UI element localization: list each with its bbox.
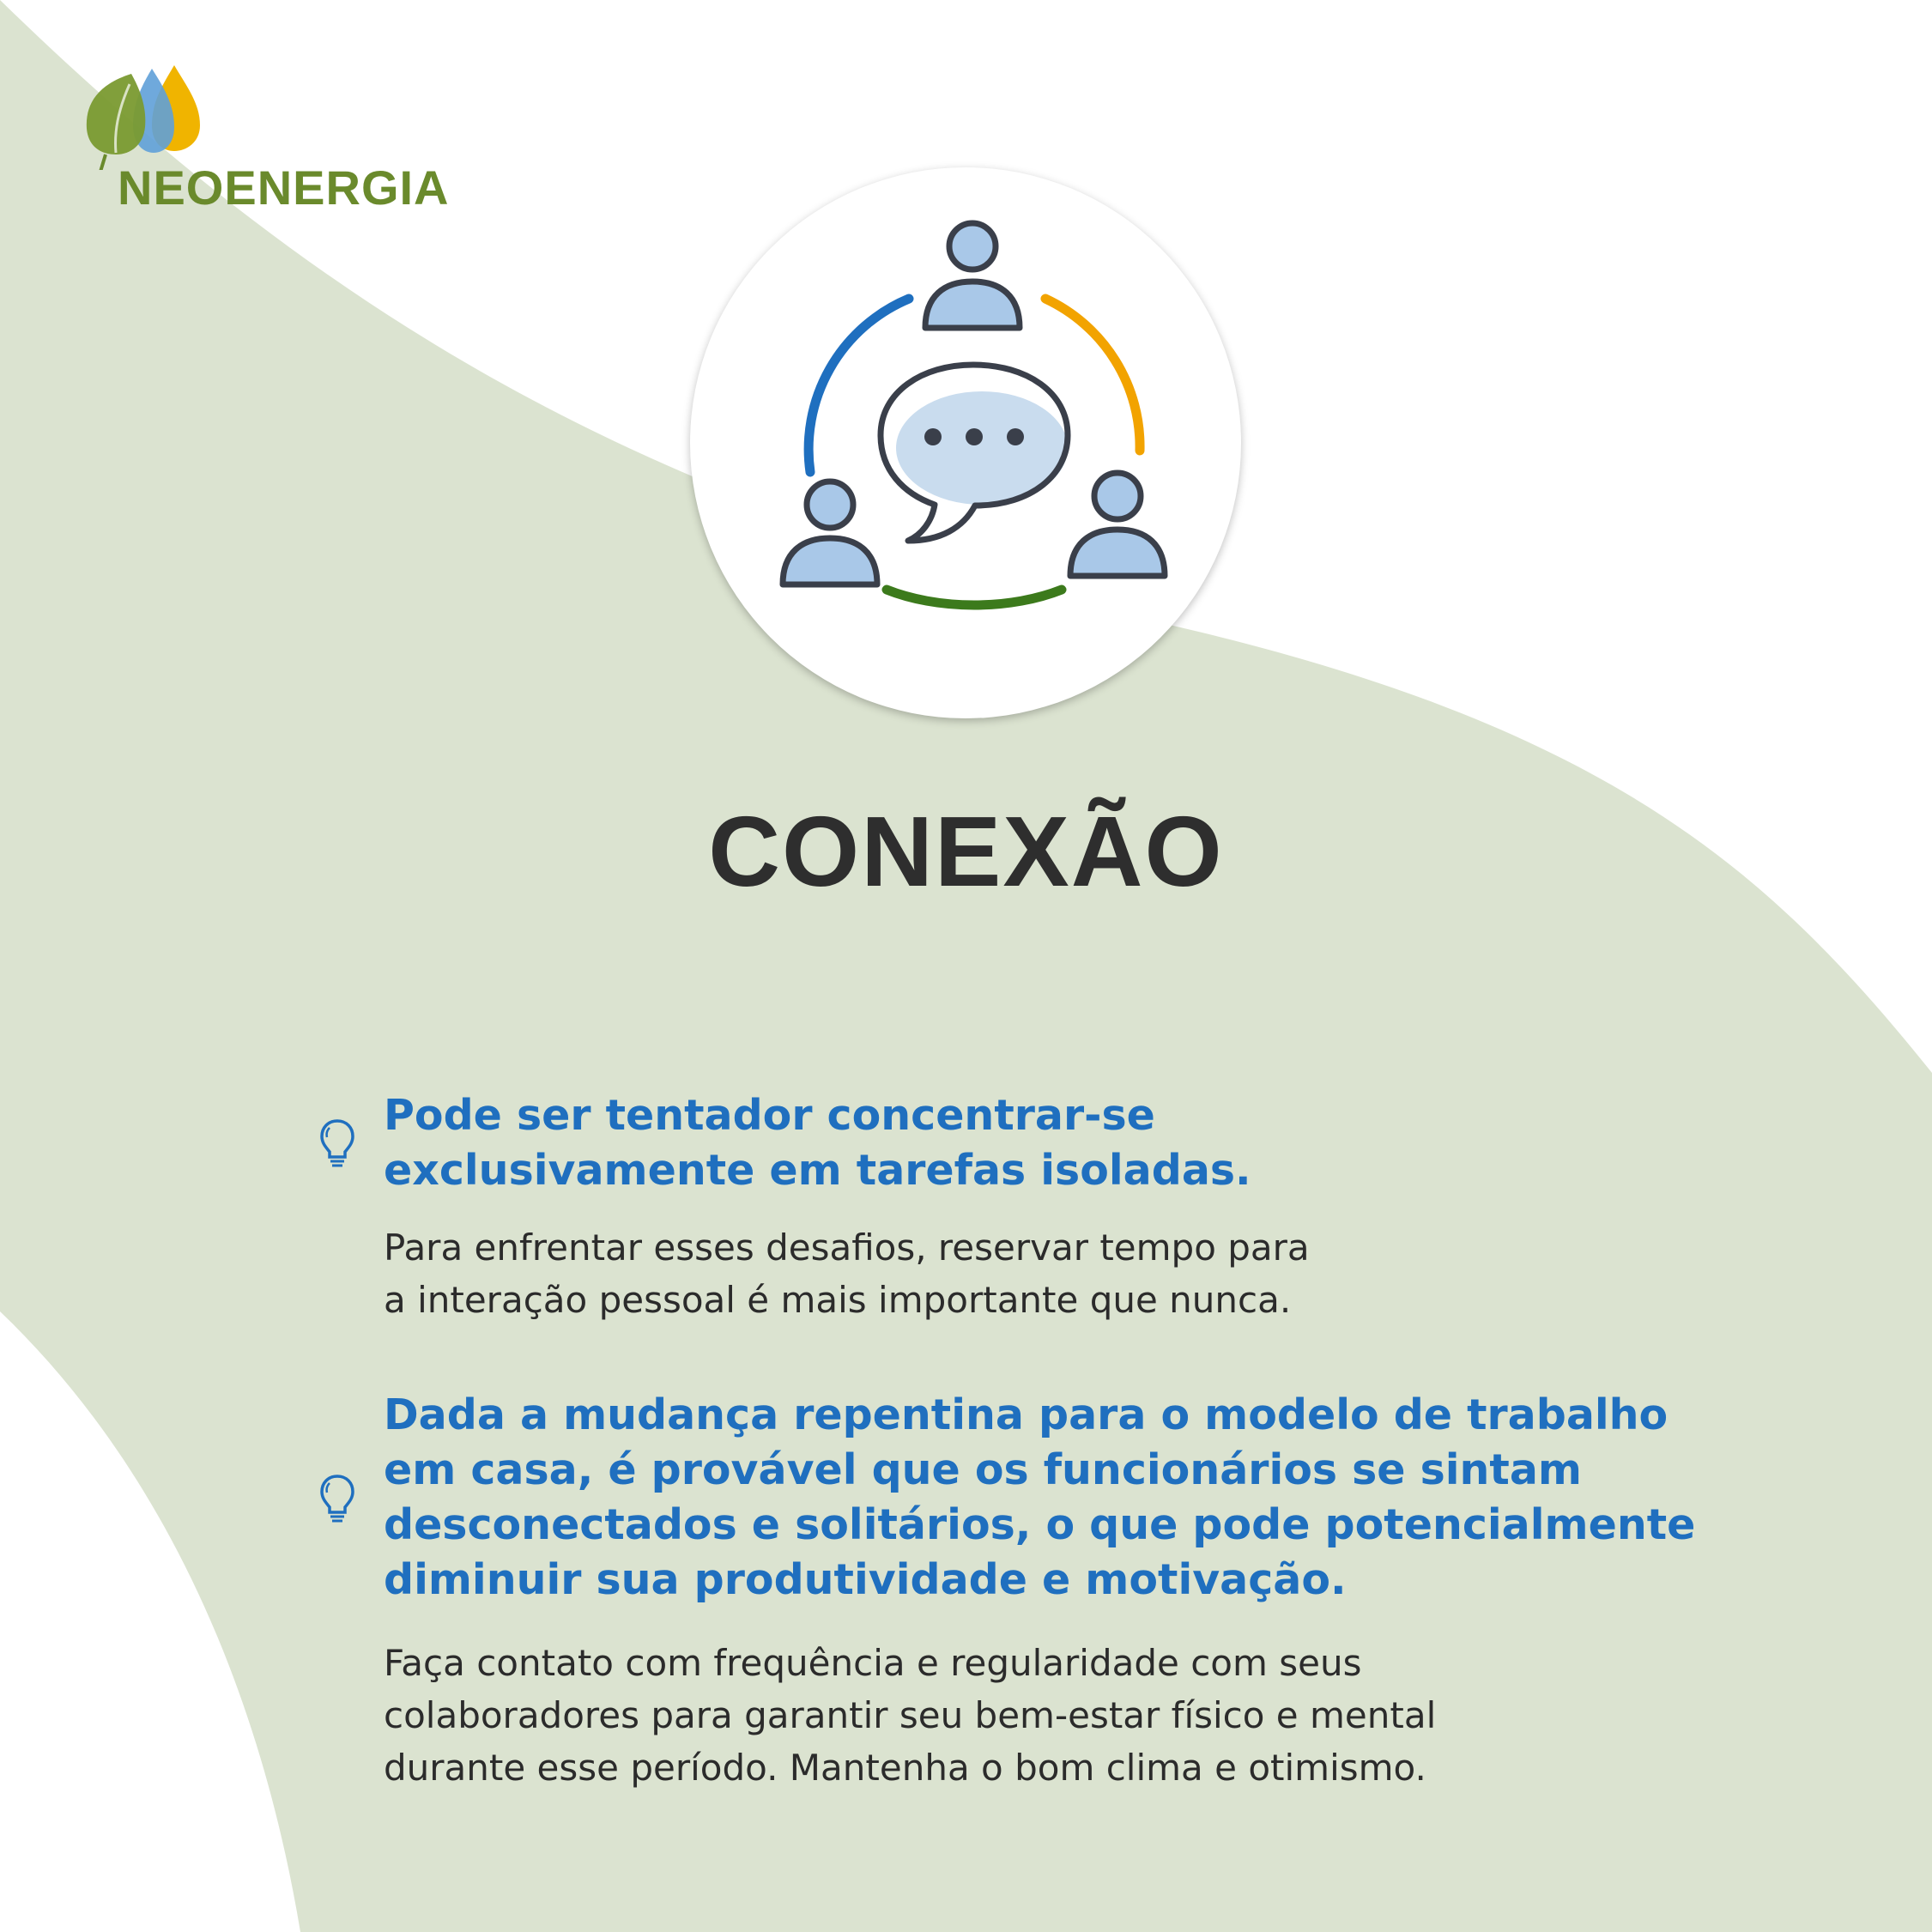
leaf-drops-icon — [82, 58, 219, 170]
brand-name: NEOENERGIA — [118, 160, 450, 215]
lightbulb-icon — [318, 1117, 357, 1171]
hero-badge — [690, 167, 1241, 718]
neoenergia-logo — [82, 58, 459, 221]
lightbulb-icon — [318, 1473, 357, 1526]
tip-2-heading: Dada a mudança repentina para o modelo de trabalho em casa, é provável que os funcionários se sintam desconectados e solitários, o que pode potencialmente diminuir sua produtividade e motivação. — [384, 1390, 1696, 1604]
group-conversation-icon — [690, 167, 1241, 718]
page-title: CONEXÃO — [708, 796, 1224, 907]
tip-1-body: Para enfrentar esses desafios, reservar tempo para a interação pessoal é mais importante que nunca. — [384, 1226, 1310, 1321]
tip-2-body: Faça contato com frequência e regularidade com seus colaboradores para garantir seu bem-estar físico e mental durante esse período. Mantenha o bom clima e otimismo. — [384, 1642, 1437, 1789]
tip-1-heading: Pode ser tentador concentrar-se exclusivamente em tarefas isoladas. — [384, 1091, 1251, 1195]
